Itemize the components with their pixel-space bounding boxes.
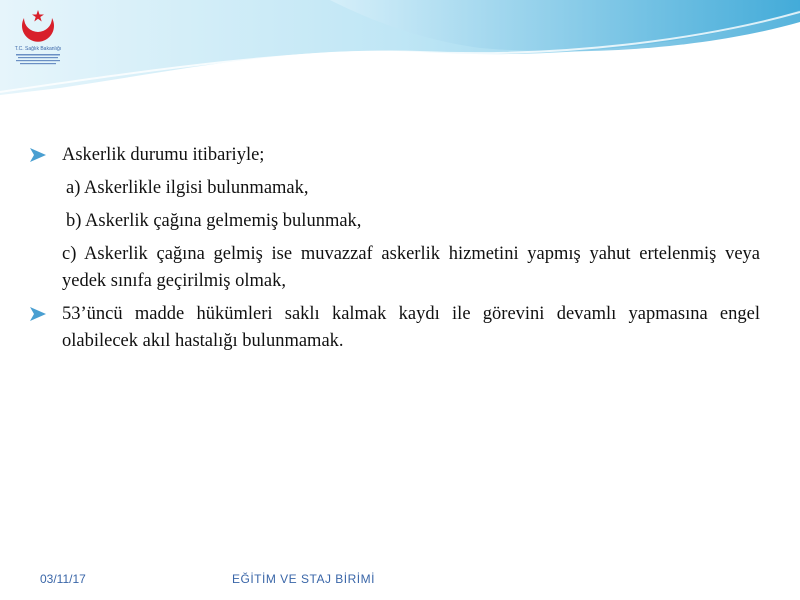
sub-item — [30, 208, 760, 235]
sub-item — [30, 241, 760, 295]
health-ministry-crescent-logo-icon — [6, 4, 70, 68]
header-wave-decoration — [0, 0, 800, 100]
arrow-bullet-icon — [30, 307, 46, 321]
logo-org-name: T.C. Sağlık Bakanlığı — [14, 46, 62, 52]
slide-footer — [0, 572, 800, 592]
bullet-text: 53’üncü madde hükümleri saklı kalmak kaydı ile görevini devamlı yapmasına engel olabilecek akıl hastalığı bulunmamak. — [62, 304, 760, 351]
bullet-item — [30, 142, 760, 169]
sub-item — [30, 175, 760, 202]
sub-text: b) Askerlik çağına gelmemiş bulunmak, — [66, 211, 362, 231]
bullet-text: Askerlik durumu itibariyle; — [62, 145, 265, 165]
sub-text: a) Askerlikle ilgisi bulunmamak, — [66, 178, 309, 198]
sub-text: c) Askerlik çağına gelmiş ise muvazzaf askerlik hizmetini yapmış yahut ertelenmiş veya yedek sınıfa geçirilmiş olmak, — [62, 244, 760, 291]
arrow-bullet-icon — [30, 148, 46, 162]
footer-date: 03/11/17 — [40, 572, 86, 586]
ministry-logo — [6, 4, 70, 68]
slide-content — [30, 142, 760, 361]
footer-unit-name: EĞİTİM VE STAJ BİRİMİ — [232, 572, 375, 586]
bullet-item — [30, 301, 760, 355]
